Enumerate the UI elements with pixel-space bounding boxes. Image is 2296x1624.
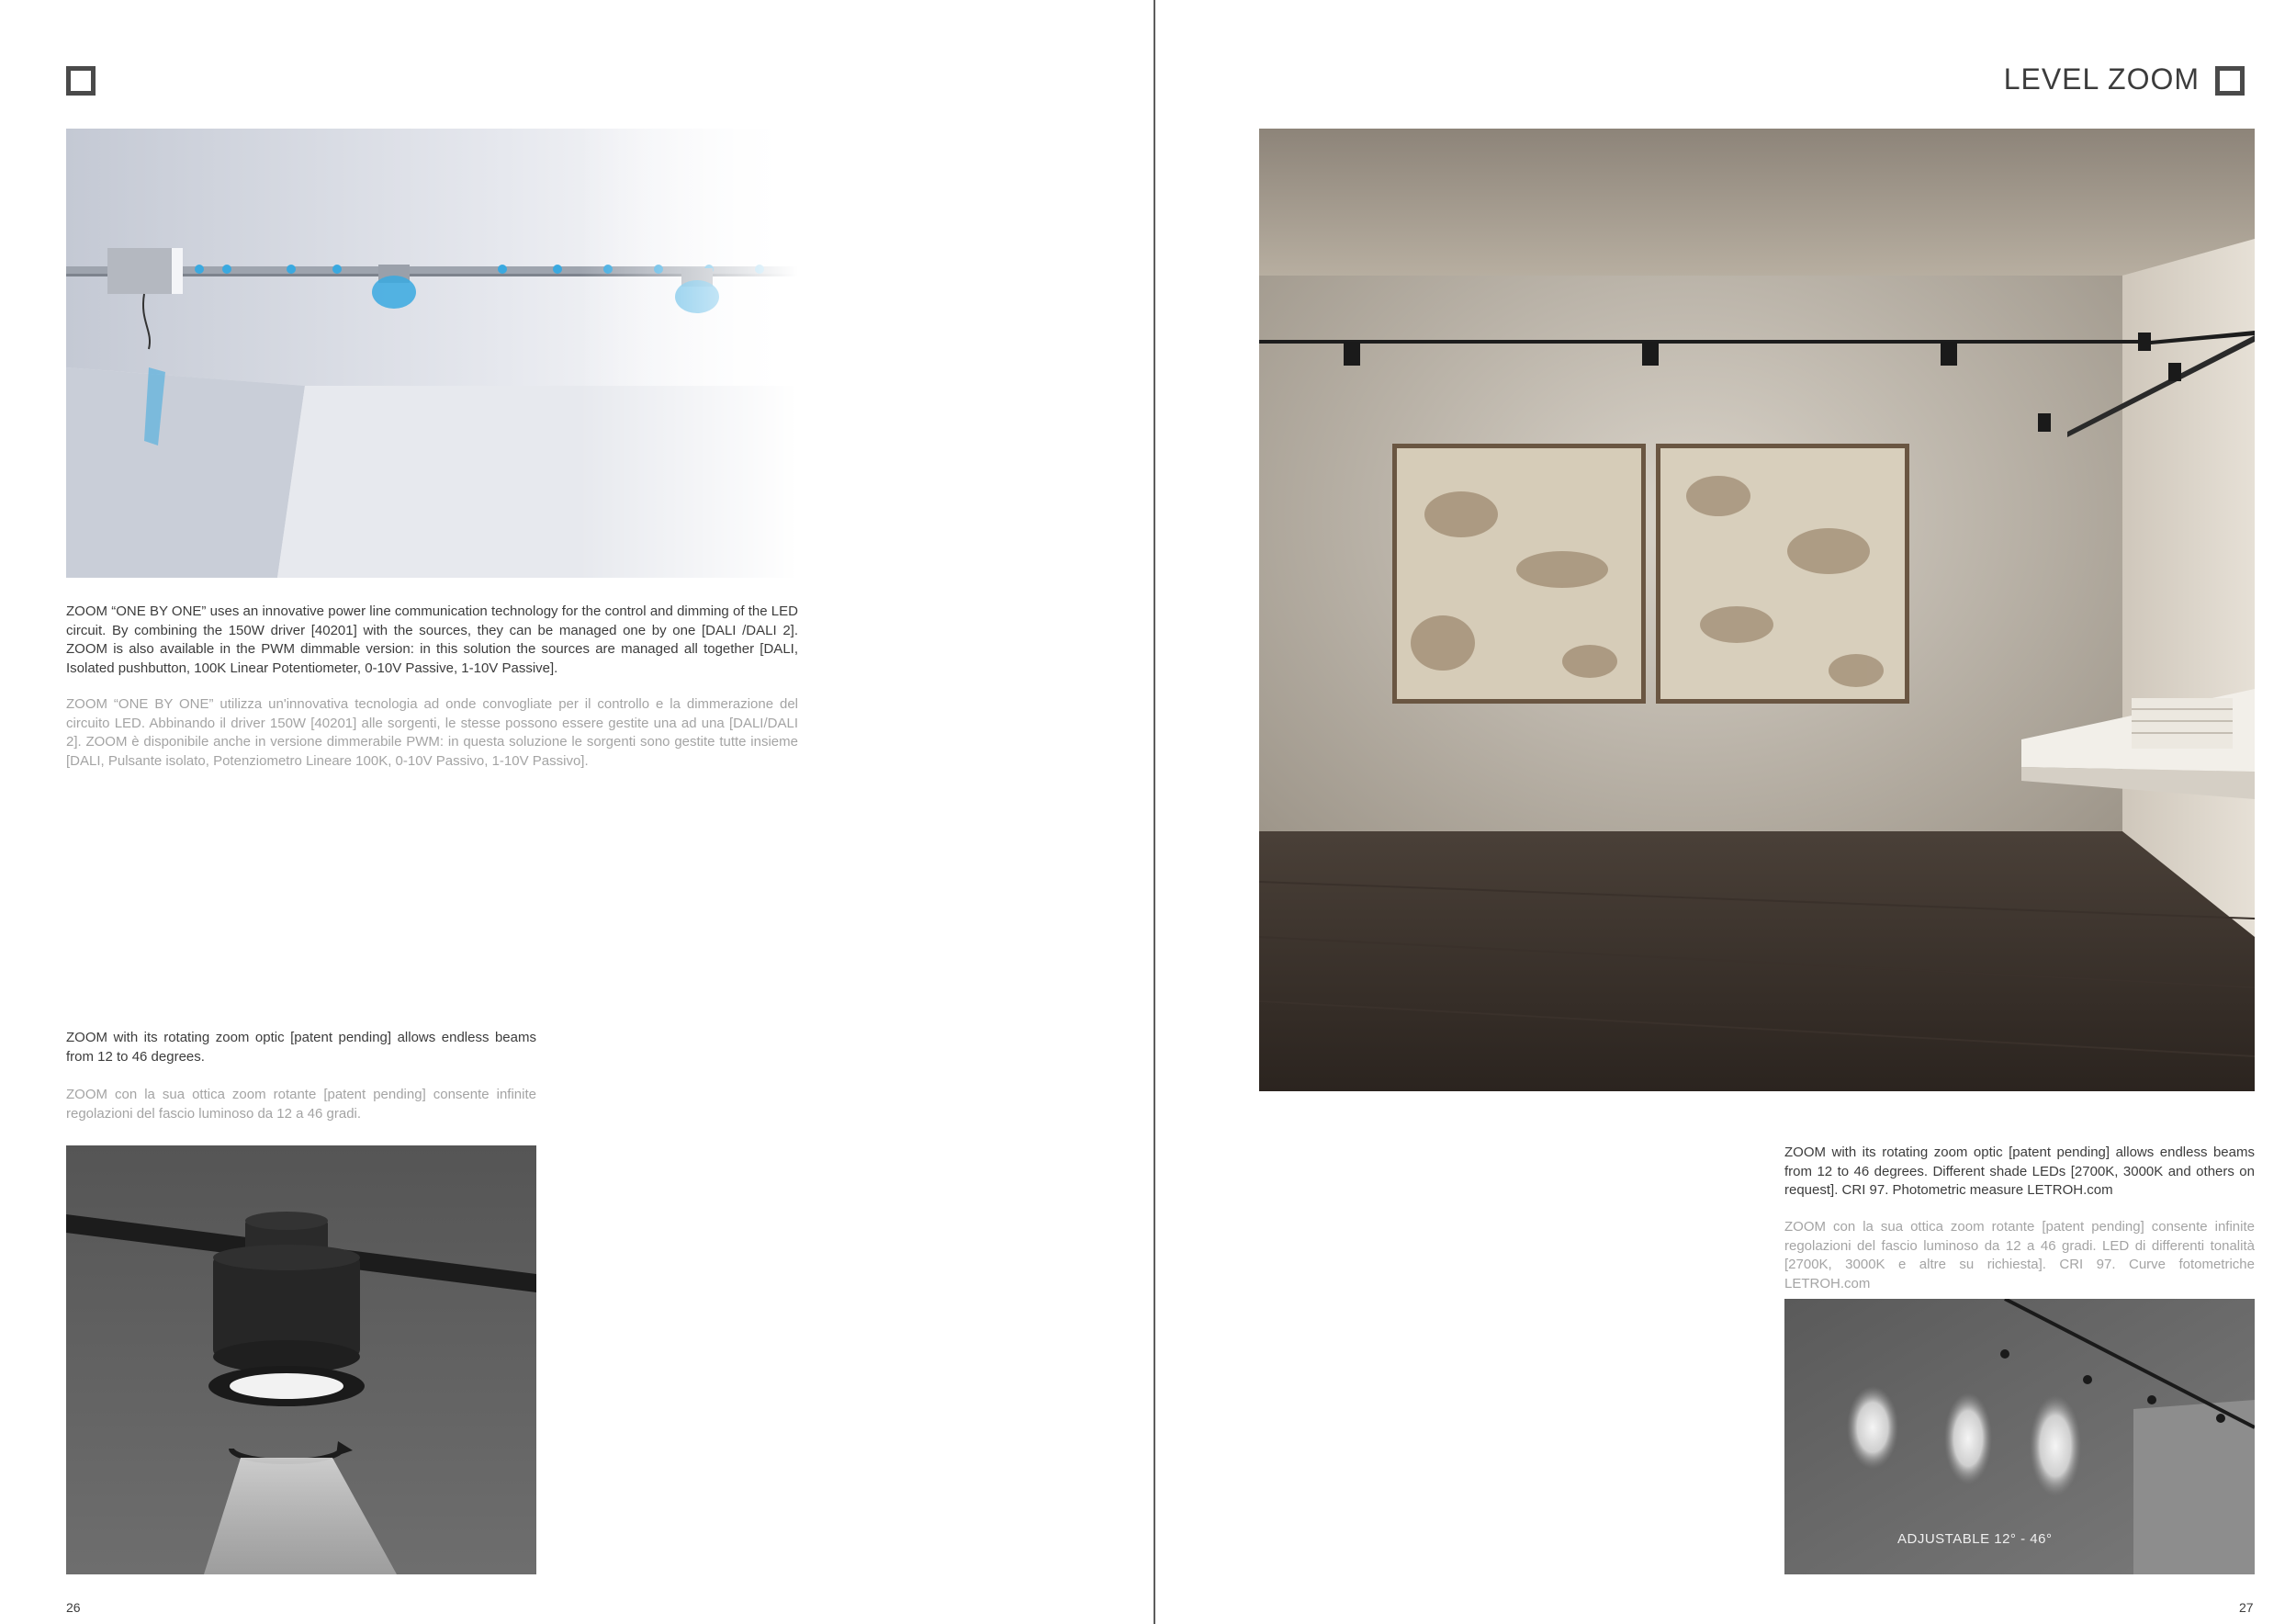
track-system-render-image — [66, 129, 798, 578]
square-outline-icon — [2215, 66, 2245, 96]
spread-divider — [1154, 0, 1155, 1624]
zoom-paragraph-en: ZOOM with its rotating zoom optic [patent pending] allows endless beams from 12 to 46 degrees. — [66, 1030, 536, 1065]
zoom-paragraph-it: ZOOM con la sua ottica zoom rotante [patent pending] consente infinite regolazioni del fascio luminoso da 12 a 46 gradi. LED di differenti tonalità [2700K, 3000K e altre su richiesta]. CRI 97. Curve fotometriche LETROH.com — [1784, 1219, 2255, 1291]
page-title: LEVEL ZOOM — [2003, 62, 2200, 96]
one-by-one-paragraph-en: ZOOM “ONE BY ONE” uses an innovative power line communication technology for the control and dimming of the LED circuit. By combining the 150W driver [40201] with the sources, they can be managed one by one [DALI /DALI 2]. ZOOM is also available in the PWM dimmable version: in this solution the sources are managed all together [DALI, Isolated pushbutton, 100K Linear Potentiometer, 0-10V Passive, 1-10V Passive]. — [66, 603, 798, 676]
zoom-spotlight-product-image — [66, 1145, 536, 1574]
gallery-interior-image — [1259, 129, 2255, 1091]
image-caption-adjustable: ADJUSTABLE 12° - 46° — [1897, 1531, 2053, 1547]
zoom-paragraph-en: ZOOM with its rotating zoom optic [patent pending] allows endless beams from 12 to 46 degrees. Different shade LEDs [2700K, 3000K and others on request]. CRI 97. Photometric measure LETROH.com — [1784, 1145, 2255, 1198]
page-number-left: 26 — [66, 1600, 81, 1615]
square-outline-icon — [66, 66, 96, 96]
page-number-right: 27 — [2239, 1600, 2254, 1615]
one-by-one-paragraph-it: ZOOM “ONE BY ONE” utilizza un'innovativa tecnologia ad onde convogliate per il controllo e la dimmerazione del circuito LED. Abbinando il driver 150W [40201] alle sorgenti, le stesse possono essere gestite una ad una [DALI/DALI 2]. ZOOM è disponibile anche in versione dimmerabile PWM: in questa soluzione le sorgenti sono gestite tutte insieme [DALI, Pulsante isolato, Potenziometro Lineare 100K, 0-10V Passivo, 1-10V Passivo]. — [66, 696, 798, 769]
zoom-paragraph-it: ZOOM con la sua ottica zoom rotante [patent pending] consente infinite regolazioni del fascio luminoso da 12 a 46 gradi. — [66, 1087, 536, 1122]
